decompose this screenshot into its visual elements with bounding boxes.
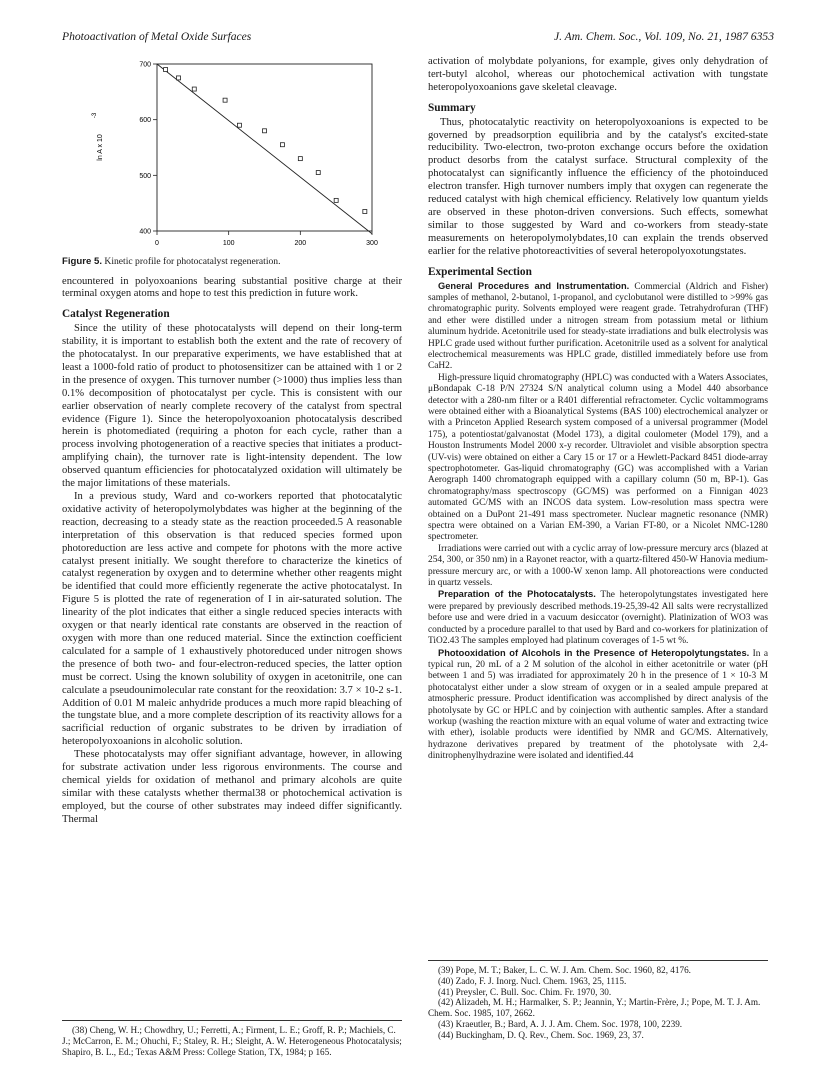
y-tick-label: 500: [139, 172, 151, 180]
paragraph: Thus, photocatalytic reactivity on heteropolyoxoanions is expected to be governed by preadsorption equilibria and by the catalyst's excited-state reducibility. Two-electron, two-proton exchange occurs before the oxidation product desorbs from the catalyst surface. Structural complexity of the photocatalyst can significantly influence the efficiency of the photoinduced electron transfer. High turnover numbers imply that oxygen can regenerate the reduced catalyst with high chemical efficiency. Relatively low quantum yields are observed in these photon-driven conversions. Such effects, somewhat similar to those suggested by Ward and co-workers from steady-state measurements on heteropolymolybdates,10 can explain the trends observed earlier for the relative photoreactivities of several heteropolyoxotungstates.: [428, 116, 768, 257]
figure-caption: [62, 256, 402, 268]
data-point: [237, 123, 241, 127]
paragraph: activation of molybdate polyanions, for example, gives only dehydration of tert-butyl alcohol, whereas our photochemical activation with tungstate heteropolyoxoanions gave skeletal cleavage.: [428, 56, 768, 93]
x-tick-label: 0: [155, 240, 159, 247]
x-tick-label: 300: [366, 240, 378, 247]
paragraph: In a previous study, Ward and co-workers reported that photocatalytic oxidative activity of heteropolymolybdates was higher at the beginning of the reaction, decreasing to a steady state as the reaction proceeded.5 A reasonable interpretation of this observation is that reduced species formed upon photoreduction are less active and compete for photons with the more active catalyst present initially. We sought therefore to characterize the kinetics of catalyst regeneration by oxygen and to determine whether other reagents might be identified that could more efficiently regenerate the active photocatalyst. In Figure 5 is plotted the rate of regeneration of I in air-saturated solution. The linearity of the plot indicates that either a single reduced species interacts with oxygen or that nearly identical rate constants are observed in the reaction of oxygen with more than one reduced material. Since the extinction coefficient calculated for a sample of 1 exhaustively photoreduced under nitrogen shows the presence of both two- and four-electron-reduced species, the latter option must be correct. Using the known solubility of oxygen in acetonitrile, one can calculate a pseudounimolecular rate constant for the reoxidation: 3.7 × 10-2 s-1. Addition of 0.01 M maleic anhydride produces a much more rapid bleaching of the tungstate blue, and a more complete description of its reactivity allows for a sacrificial reduction of organic substrates to be driven by irradiation of heteropolyoxoanions in alcoholic solution.: [62, 491, 402, 748]
footnote: (41) Preysler, C. Bull. Soc. Chim. Fr. 1970, 30.: [438, 986, 612, 997]
footnote-38: (38) Cheng, W. H.; Chowdhry, U.; Ferretti, A.; Firment, L. E.; Groff, R. P.; Machiels, C. J.; McCarron, E. M.; Ohuchi, F.; Staley, R. H.; Sleight, A. W. Heterogeneous Photocatalysis; Shapiro, B. L., Ed.; Texas A&M Press: College Station, TX, 1984; p 165.: [62, 1025, 402, 1057]
paragraph: These photocatalysts may offer signifiant advantage, however, in allowing for substrate activation under less rigorous environments. The course and chemical yields for oxidation of methanol and primary alcohols are quite similar with these catalysts whether thermal38 or photochemical activation is employed, but the course of other substrates may indeed differ significantly. Thermal: [62, 749, 402, 825]
caption-label: Figure 5.: [62, 256, 102, 267]
data-point: [177, 76, 181, 80]
paragraph: Irradiations were carried out with a cyclic array of low-pressure mercury arcs (blazed at 254, 300, or 350 nm) in a Rayonet reactor, with a quartz-filtered 450-W Hanovia medium-pressure mercury arc, or with a 1000-W xenon lamp. All photoreactions were conducted in quartz vessels.: [428, 543, 768, 589]
data-point: [316, 171, 320, 175]
footnote: (39) Pope, M. T.; Baker, L. C. W. J. Am. Chem. Soc. 1960, 82, 4176.: [438, 965, 691, 975]
data-point: [298, 157, 302, 161]
paragraph-text: In a typical run, 20 mL of a 2 M solution of the alcohol in either acetonitrile or water (pH between 1 and 5) was irradiated for approximately 20 h in the presence of 1 × 10-3 M photocatalyst either under a slow stream of oxygen or in a sealed ampule prepared at atmospheric pressure. Product identification was accomplished by direct analysis of the photolysate by GC or HPLC and by coinjection with authentic samples. After a standard workup (washing the reaction mixture with an equal volume of water and extracting twice with ether), isolable products were identified by NMR and GC/MS. Alternatively, hydrazone derivatives prepared by treatment of the photolysate with 2,4-dinitrophenylhydrazine were isolated and identified.44: [428, 648, 768, 762]
data-point: [223, 98, 227, 102]
paragraph: Since the utility of these photocatalysts will depend on their long-term stability, it is important to establish both the extent and the rate of recovery of the photocatalyst. In our preparative experiments, we have established that at least a 1000-fold ratio of product to photosensitizer can be attained with 1 or 2 in the presence of oxygen. This turnover number (>1000) thus implies less than 0.1% decomposition of photocatalyst per cycle. This is consistent with our earlier observation of nearly complete recovery of the catalyst from spectral evidence (Figure 1). Since the heteropolyoxoanion photocatalysis described herein is photomediated (requiring a photon for each cycle, rather than a process involving photogeneration of a reactive species that initiates a product-amplifying chain), the turnover rate is light-intensity dependent. The low observed quantum efficiencies for photocatalyzed oxidation will ultimately be the major limitations of these materials.: [62, 323, 402, 490]
x-tick-label: 100: [222, 240, 235, 247]
x-tick-label: 200: [294, 240, 307, 247]
caption-text: Kinetic profile for photocatalyst regeneration.: [104, 256, 281, 267]
paragraph: [428, 281, 768, 373]
paragraph-text: Commercial (Aldrich and Fisher) samples of methanol, 2-butanol, 1-propanol, and cyclobutanol were distilled to >99% gas chromatographic purity. Solvents employed were reagent grade. Tetrahydrofuran (THF) and ether were distilled under a nitrogen stream from potassium metal or lithium aluminum hydride. Acetonitrile used for steady-state irradiations and bulk electrolysis was HPLC grade used without further purification. Acetonitrile used as a solvent for analytical electrochemical measurements was HPLC grade, distilled immediately before use from CaH2.: [428, 281, 769, 372]
runin-heading: Preparation of the Photocatalysts.: [438, 589, 596, 600]
footnotes-left: [62, 1020, 402, 1057]
figure-5: [62, 56, 402, 252]
experimental-text: [428, 281, 768, 763]
data-point: [164, 68, 168, 72]
paragraph: High-pressure liquid chromatography (HPLC) was conducted with a Waters Associates, μBondapak C-18 P/N 27324 S/N analytical column using a Model 440 absorbance detector with a 280-nm filter or a R401 differential refractometer. Cyclic voltammograms were obtained either with a Bioanalytical Systems (BAS 100) electrochemical analyzer or with a Princeton Applied Research system composed of a universal programmer (Model 175), a potentiostat/galvanostat (Model 173), a digital coulometer (Model 179), and a Houston Instruments Model 2000 x-y recorder. Ultraviolet and visible absorption spectra (UV-vis) were obtained on either a Cary 15 or 17 or a Hewlett-Packard 8451 diode-array spectrophotometer. Gas-liquid chromatography (GC) was accomplished with a Varian Aerograph 1400 chromatograph equipped with a capillary column (50 m, BP-1). Gas chromatography/mass spectroscopy (GC/MS) was performed on a Finnigan 4023 automated GC/MS with an INCOS data system. Low-resolution mass spectra were obtained on a DuPont 21-491 mass spectrometer. Nuclear magnetic resonance (NMR) spectra were obtained on a Varian EM-390, a Varian FT-80, or a Nicolet NMC-1280 spectrometer.: [428, 372, 768, 543]
section-heading-catalyst: Catalyst Regeneration: [62, 308, 170, 321]
right-column: [428, 56, 768, 763]
footnote: (44) Buckingham, D. Q. Rev., Chem. Soc. 1969, 23, 37.: [438, 1029, 644, 1040]
y-tick-label: 600: [139, 117, 151, 125]
data-point: [363, 210, 367, 214]
data-point: [263, 129, 267, 133]
kinetic-plot: [62, 56, 402, 252]
footnote: (40) Zado, F. J. Inorg. Nucl. Chem. 1963, 25, 1115.: [438, 975, 627, 986]
paragraph-text: The heteropolytungstates investigated here were prepared by previously described methods.19-25,39-42 All salts were recrystallized before use and were dried in a vacuum desiccator (overnight). Platinization of WO3 was conducted by a procedure parallel to that used by Bard and co-workers for platinization of TiO2.43 The samples employed had platinum coverages of 1-5 wt %.: [428, 590, 768, 647]
runin-heading: General Procedures and Instrumentation.: [438, 280, 630, 291]
fit-line: [157, 64, 372, 234]
left-column: [62, 56, 402, 827]
section-heading-summary: Summary: [428, 101, 476, 114]
footnote: (42) Alizadeh, M. H.; Harmalker, S. P.; Jeannin, Y.; Martin-Frère, J.; Pope, M. T. J. Am. Chem. Soc. 1985, 107, 2662.: [428, 997, 761, 1019]
y-axis-label: ln A x 10: [97, 134, 104, 161]
footnote: (43) Kraeutler, B.; Bard, A. J. J. Am. Chem. Soc. 1978, 100, 2239.: [438, 1018, 683, 1029]
paragraph: encountered in polyoxoanions bearing substantial positive charge at their terminal oxygen atoms and hope to test this prediction in future work.: [62, 275, 402, 300]
data-point: [280, 143, 284, 147]
paragraph: [428, 648, 768, 763]
y-tick-label: 700: [139, 61, 151, 69]
runin-heading: Photooxidation of Alcohols in the Presence of Heteropolytungstates.: [438, 647, 750, 658]
running-header: [62, 30, 774, 46]
data-point: [192, 87, 196, 91]
header-title: Photoactivation of Metal Oxide Surfaces: [62, 30, 252, 43]
footnotes-right: [428, 960, 768, 1041]
paragraph: [428, 589, 768, 647]
y-tick-label: 400: [139, 228, 151, 236]
data-point: [334, 198, 338, 202]
section-heading-experimental: Experimental Section: [428, 265, 532, 278]
y-axis-exponent: -3: [92, 112, 98, 119]
header-journal: J. Am. Chem. Soc., Vol. 109, No. 21, 1987 6353: [553, 30, 774, 43]
